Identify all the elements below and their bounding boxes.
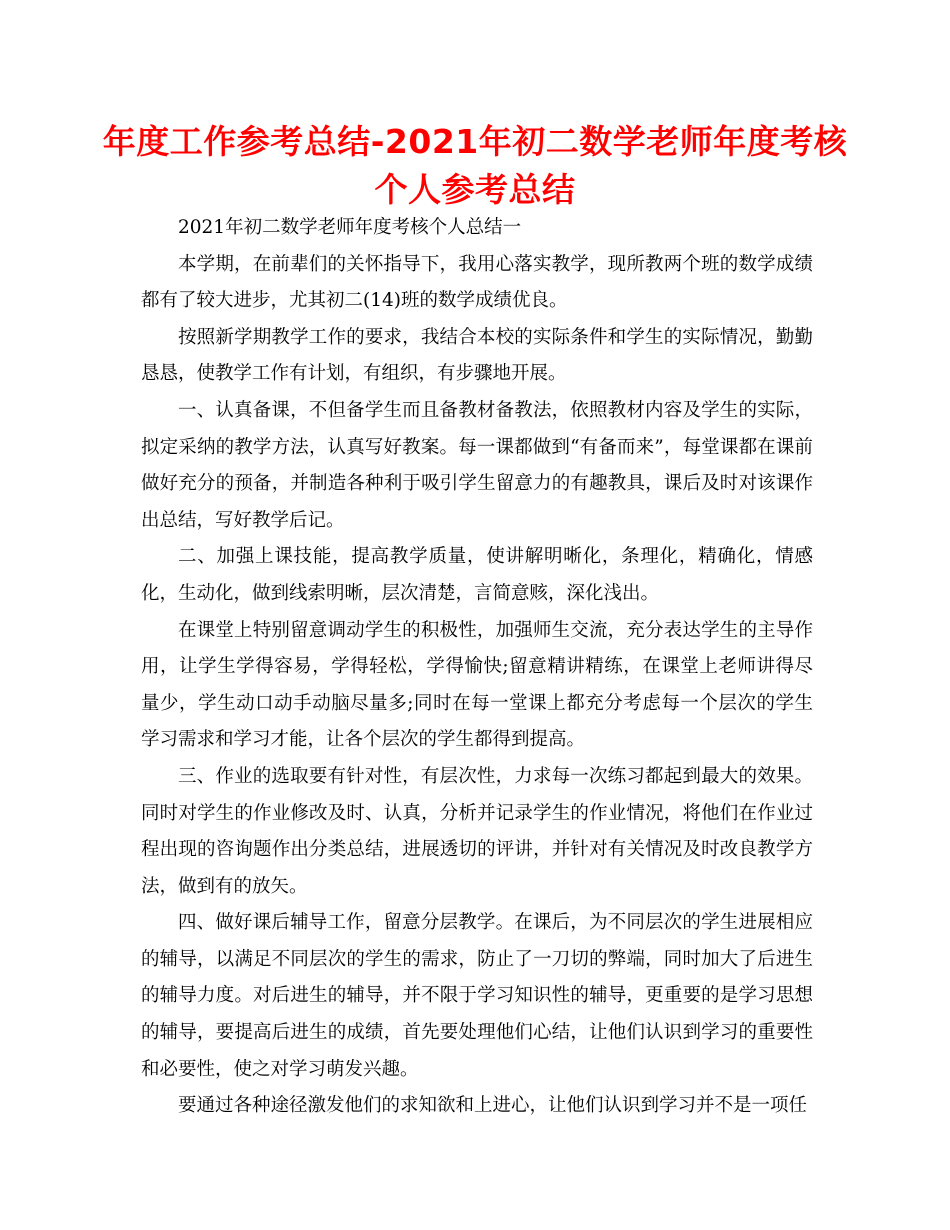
paragraph: 二、加强上课技能，提高教学质量，使讲解明晰化，条理化，精确化，情感化，生动化，做到线索明晰，层次清楚，言简意赅，深化浅出。 bbox=[141, 546, 813, 604]
paragraph: 四、做好课后辅导工作，留意分层教学。在课后，为不同层次的学生进展相应的辅导，以满足不同层次的学生的需求，防止了一刀切的弊端，同时加大了后进生的辅导力度。对后进生的辅导，并不限于学习知识性的辅导，更重要的是学习思想的辅导，要提高后进生的成绩，首先要处理他们心结，让他们认识到学习的重要性和必要性，使之对学习萌发兴趣。 bbox=[141, 912, 813, 1080]
paragraph: 2021年初二数学老师年度考核个人总结一 bbox=[178, 217, 522, 238]
paragraph: 一、认真备课，不但备学生而且备教材备教法，依照教材内容及学生的实际，拟定采纳的教学方法，认真写好教案。每一课都做到“有备而来”，每堂课都在课前做好充分的预备，并制造各种利于吸引学生留意力的有趣教具，课后及时对该课作出总结，写好教学后记。 bbox=[141, 399, 813, 531]
paragraph: 本学期，在前辈们的关怀指导下，我用心落实教学，现所教两个班的数学成绩都有了较大进步，尤其初二(14)班的数学成绩优良。 bbox=[141, 253, 813, 312]
document-body bbox=[141, 210, 813, 1125]
paragraph: 要通过各种途径激发他们的求知欲和上进心，让他们认识到学习并不是一项任 bbox=[178, 1095, 808, 1117]
paragraph: 三、作业的选取要有针对性，有层次性，力求每一次练习都起到最大的效果。同时对学生的作业修改及时、认真，分析并记录学生的作业情况，将他们在作业过程出现的咨询题作出分类总结，进展透切的评讲，并针对有关情况及时改良教学方法，做到有的放矢。 bbox=[141, 765, 813, 897]
paragraph: 在课堂上特别留意调动学生的积极性，加强师生交流，充分表达学生的主导作用，让学生学得容易，学得轻松，学得愉快;留意精讲精练，在课堂上老师讲得尽量少，学生动口动手动脑尽量多;同时在每一堂课上都充分考虑每一个层次的学生学习需求和学习才能，让各个层次的学生都得到提高。 bbox=[141, 619, 813, 751]
document-title: 年度工作参考总结-2021年初二数学老师年度考核个人参考总结 bbox=[102, 122, 848, 209]
paragraph: 按照新学期教学工作的要求，我结合本校的实际条件和学生的实际情况，勤勤恳恳，使教学工作有计划，有组织，有步骤地开展。 bbox=[141, 326, 813, 385]
